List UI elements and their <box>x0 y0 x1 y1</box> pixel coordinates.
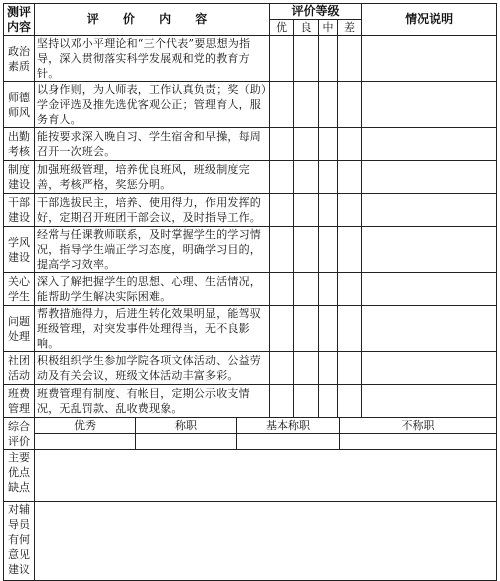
summary-check-incompetent[interactable] <box>340 434 497 450</box>
grade-cell-poor[interactable] <box>338 128 362 161</box>
notes-cell[interactable] <box>362 273 497 306</box>
summary-check-basic[interactable] <box>237 434 340 450</box>
grade-cell-medium[interactable] <box>319 306 338 352</box>
grade-cell-good[interactable] <box>294 161 319 194</box>
row-category: 出勤考核 <box>4 128 35 161</box>
row-category: 政治素质 <box>4 36 35 82</box>
notes-cell[interactable] <box>362 161 497 194</box>
grade-cell-excellent[interactable] <box>270 128 294 161</box>
strengths-row <box>4 450 497 502</box>
suggestions-field[interactable] <box>35 502 497 581</box>
strengths-field[interactable] <box>35 450 497 502</box>
grade-cell-excellent[interactable] <box>270 36 294 82</box>
row-category: 班费管理 <box>4 385 35 418</box>
grade-cell-good[interactable] <box>294 227 319 273</box>
row-content: 能按要求深入晚自习、学生宿舍和早操，每周召开一次班会。 <box>35 128 270 161</box>
row-content: 深入了解把握学生的思想、心理、生活情况，能帮助学生解决实际困难。 <box>35 273 270 306</box>
grade-poor: 差 <box>338 20 362 36</box>
grade-cell-medium[interactable] <box>319 194 338 227</box>
criteria-row <box>4 273 497 306</box>
notes-cell[interactable] <box>362 352 497 385</box>
strengths-category: 主要优点缺点 <box>4 450 35 502</box>
grade-medium: 中 <box>319 20 338 36</box>
grade-cell-good[interactable] <box>294 82 319 128</box>
notes-cell[interactable] <box>362 36 497 82</box>
grade-cell-excellent[interactable] <box>270 82 294 128</box>
notes-cell[interactable] <box>362 385 497 418</box>
row-category: 关心学生 <box>4 273 35 306</box>
grade-cell-poor[interactable] <box>338 82 362 128</box>
row-category: 师德师风 <box>4 82 35 128</box>
grade-cell-medium[interactable] <box>319 352 338 385</box>
row-content: 以身作则，为人师表，工作认真负责；奖（助）学金评选及推先选优客观公正；管理育人，服务育人。 <box>35 82 270 128</box>
criteria-row <box>4 161 497 194</box>
grade-cell-good[interactable] <box>294 36 319 82</box>
row-content: 积极组织学生参加学院各项文体活动、公益劳动及有关会议，班级文体活动丰富多彩。 <box>35 352 270 385</box>
row-category: 干部建设 <box>4 194 35 227</box>
summary-category: 综合评价 <box>4 418 35 450</box>
grade-cell-medium[interactable] <box>319 385 338 418</box>
grade-cell-good[interactable] <box>294 306 319 352</box>
header-category: 测评内容 <box>4 4 35 36</box>
row-content: 加强班级管理，培养优良班风，班级制度完善，考核严格，奖惩分明。 <box>35 161 270 194</box>
grade-cell-excellent[interactable] <box>270 161 294 194</box>
summary-blank-row <box>4 434 497 450</box>
grade-cell-medium[interactable] <box>319 128 338 161</box>
grade-cell-excellent[interactable] <box>270 352 294 385</box>
grade-cell-excellent[interactable] <box>270 194 294 227</box>
grade-cell-good[interactable] <box>294 194 319 227</box>
grade-cell-medium[interactable] <box>319 36 338 82</box>
grade-cell-excellent[interactable] <box>270 227 294 273</box>
summary-levels-row <box>4 418 497 434</box>
row-category: 学风建设 <box>4 227 35 273</box>
header-row <box>4 4 497 20</box>
summary-level-incompetent: 不称职 <box>340 418 497 434</box>
notes-cell[interactable] <box>362 82 497 128</box>
summary-level-basic: 基本称职 <box>237 418 340 434</box>
grade-cell-medium[interactable] <box>319 161 338 194</box>
header-grade: 评价等级 <box>270 4 362 20</box>
grade-cell-poor[interactable] <box>338 161 362 194</box>
grade-cell-good[interactable] <box>294 273 319 306</box>
criteria-row <box>4 128 497 161</box>
grade-cell-poor[interactable] <box>338 385 362 418</box>
grade-cell-poor[interactable] <box>338 36 362 82</box>
row-category: 问题处理 <box>4 306 35 352</box>
grade-cell-medium[interactable] <box>319 227 338 273</box>
criteria-row <box>4 36 497 82</box>
header-content: 评 价 内 容 <box>35 4 270 36</box>
grade-cell-excellent[interactable] <box>270 273 294 306</box>
notes-cell[interactable] <box>362 128 497 161</box>
row-category: 社团活动 <box>4 352 35 385</box>
grade-cell-poor[interactable] <box>338 273 362 306</box>
grade-cell-excellent[interactable] <box>270 385 294 418</box>
notes-cell[interactable] <box>362 194 497 227</box>
row-content: 帮教措施得力，后进生转化效果明显，能驾驭班级管理，对突发事件处理得当，无不良影响。 <box>35 306 270 352</box>
summary-level-excellent: 优秀 <box>35 418 136 434</box>
criteria-row <box>4 385 497 418</box>
grade-cell-poor[interactable] <box>338 306 362 352</box>
suggestions-category: 对辅导员有何意见建议 <box>4 502 35 581</box>
criteria-row <box>4 352 497 385</box>
criteria-row <box>4 306 497 352</box>
criteria-row <box>4 82 497 128</box>
criteria-row <box>4 227 497 273</box>
grade-cell-good[interactable] <box>294 385 319 418</box>
grade-cell-medium[interactable] <box>319 273 338 306</box>
grade-excellent: 优 <box>270 20 294 36</box>
grade-cell-good[interactable] <box>294 352 319 385</box>
grade-good: 良 <box>294 20 319 36</box>
grade-cell-good[interactable] <box>294 128 319 161</box>
criteria-row <box>4 194 497 227</box>
row-category: 制度建设 <box>4 161 35 194</box>
grade-cell-excellent[interactable] <box>270 306 294 352</box>
summary-level-competent: 称职 <box>136 418 237 434</box>
row-content: 坚持以邓小平理论和“三个代表”要思想为指导，深入贯彻落实科学发展观和党的教育方针。 <box>35 36 270 82</box>
grade-cell-poor[interactable] <box>338 194 362 227</box>
notes-cell[interactable] <box>362 227 497 273</box>
suggestions-row <box>4 502 497 581</box>
row-content: 班费管理有制度、有帐目，定期公示收支情况，无乱罚款、乱收费现象。 <box>35 385 270 418</box>
grade-cell-medium[interactable] <box>319 82 338 128</box>
grade-cell-poor[interactable] <box>338 227 362 273</box>
header-notes: 情况说明 <box>362 4 497 36</box>
row-content: 经常与任课教师联系，及时掌握学生的学习情况，指导学生端正学习态度，明确学习目的，提高学习效率。 <box>35 227 270 273</box>
evaluation-table <box>3 3 497 581</box>
summary-check-excellent[interactable] <box>35 434 136 450</box>
grade-cell-poor[interactable] <box>338 352 362 385</box>
row-content: 干部选拔民主，培养、使用得力，作用发挥的好，定期召开班团干部会议，及时指导工作。 <box>35 194 270 227</box>
notes-cell[interactable] <box>362 306 497 352</box>
summary-check-competent[interactable] <box>136 434 237 450</box>
